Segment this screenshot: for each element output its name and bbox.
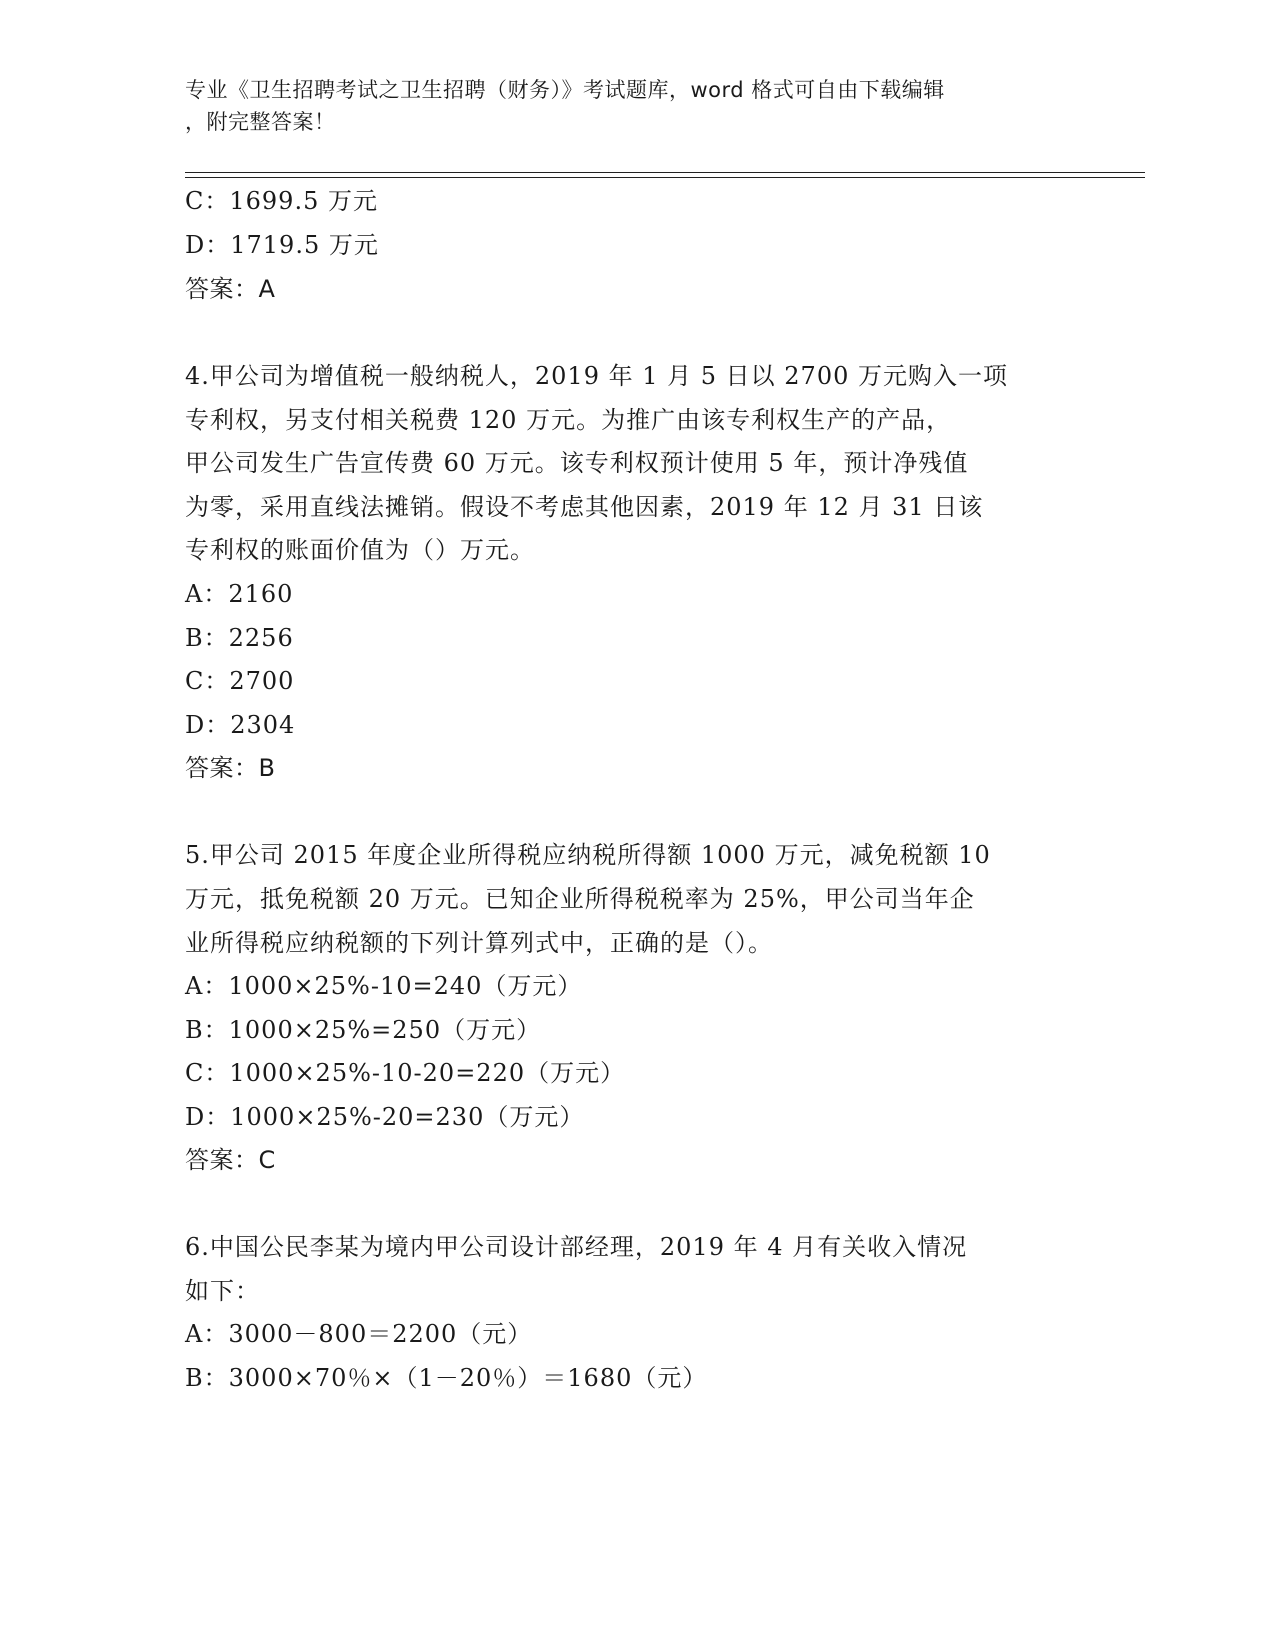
q5-stem-line-2: 万元，抵免税额 20 万元。已知企业所得税税率为 25%，甲公司当年企 bbox=[185, 885, 975, 913]
q4-option-d: D：2304 bbox=[185, 711, 296, 739]
q4-stem-line-1: 4.甲公司为增值税一般纳税人，2019 年 1 月 5 日以 2700 万元购入一项 bbox=[185, 362, 1008, 390]
q3-option-c: C：1699.5 万元 bbox=[185, 187, 378, 215]
q4-option-a: A：2160 bbox=[185, 580, 294, 608]
q4-stem-line-3: 甲公司发生广告宣传费 60 万元。该专利权预计使用 5 年，预计净残值 bbox=[185, 449, 969, 477]
q4-stem-line-2: 专利权，另支付相关税费 120 万元。为推广由该专利权生产的产品， bbox=[185, 406, 952, 434]
q6-stem-line-2: 如下： bbox=[185, 1277, 260, 1305]
q4-stem-line-4: 为零，采用直线法摊销。假设不考虑其他因素，2019 年 12 月 31 日该 bbox=[185, 493, 984, 521]
q5-stem-line-1: 5.甲公司 2015 年度企业所得税应纳税所得额 1000 万元，减免税额 10 bbox=[185, 841, 991, 869]
q5-option-c: C：1000×25%-10-20=220（万元） bbox=[185, 1059, 626, 1087]
q5-option-b: B：1000×25%=250（万元） bbox=[185, 1016, 542, 1044]
q5-option-d: D：1000×25%-20=230（万元） bbox=[185, 1103, 585, 1131]
q4-stem-line-5: 专利权的账面价值为（）万元。 bbox=[185, 536, 535, 564]
q4-option-c: C：2700 bbox=[185, 667, 295, 695]
q6-option-a: A：3000－800＝2200（元） bbox=[185, 1320, 533, 1348]
header-double-rule bbox=[185, 172, 1145, 178]
q5-stem-line-3: 业所得税应纳税额的下列计算列式中，正确的是（）。 bbox=[185, 929, 773, 957]
q3-answer: 答案：A bbox=[185, 275, 276, 303]
q6-stem-line-1: 6.中国公民李某为境内甲公司设计部经理，2019 年 4 月有关收入情况 bbox=[185, 1233, 968, 1261]
q4-option-b: B：2256 bbox=[185, 624, 294, 652]
document-header: 专业《卫生招聘考试之卫生招聘（财务）》考试题库，word 格式可自由下载编辑 ，附完整答案！ bbox=[185, 78, 945, 134]
q5-answer: 答案：C bbox=[185, 1146, 276, 1174]
q3-option-d: D：1719.5 万元 bbox=[185, 231, 379, 259]
q5-option-a: A：1000×25%-10=240（万元） bbox=[185, 972, 583, 1000]
q4-answer: 答案：B bbox=[185, 754, 276, 782]
q6-option-b: B：3000×70％×（1－20％）＝1680（元） bbox=[185, 1364, 708, 1392]
